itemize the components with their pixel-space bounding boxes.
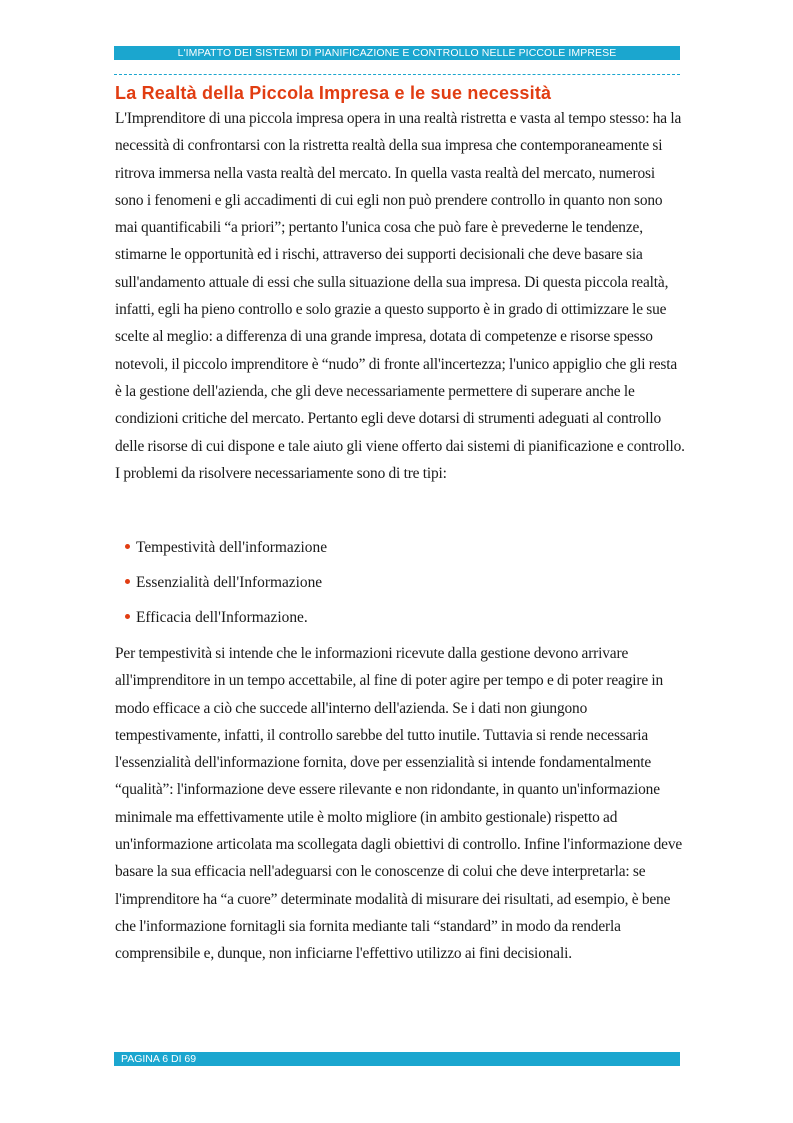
running-header bbox=[114, 46, 680, 60]
header-divider bbox=[114, 74, 680, 75]
problem-list bbox=[125, 534, 327, 639]
list-item-text: Efficacia dell'Informazione. bbox=[136, 609, 308, 626]
list-item bbox=[125, 534, 327, 569]
bullet-icon bbox=[125, 544, 130, 549]
section-title: La Realtà della Piccola Impresa e le sue necessità bbox=[115, 83, 552, 103]
paragraph-intro: L'Imprenditore di una piccola impresa opera in una realtà ristretta e vasta al tempo stesso: ha la necessità di confrontarsi con la ristretta realtà della sua impresa che contemporaneamente si ritrova immersa nella vasta realtà del mercato. In quella vasta realtà del mercato, numerosi sono i fenomeni e gli accadimenti di cui egli non può prendere controllo in quanto non sono mai quantificabili “a priori”; pertanto l'unica cosa che può fare è prevederne le tendenze, stimarne le opportunità ed i rischi, attraverso dei supporti decisionali che deve basare sia sull'andamento attuale di essi che sulla situazione della sua impresa. Di questa piccola realtà, infatti, egli ha pieno controllo e solo grazie a questo supporto è in grado di ottimizzare le sue scelte al meglio: a differenza di una grande impresa, dotata di competenze e risorse spesso notevoli, il piccolo imprenditore è “nudo” di fronte all'incertezza; l'unico appiglio che gli resta è la gestione dell'azienda, che gli deve necessariamente permettere di superare anche le condizioni critiche del mercato. Pertanto egli deve dotarsi di strumenti adeguati al controllo delle risorse di cui dispone e tale aiuto gli viene offerto dai sistemi di pianificazione e controllo. I problemi da risolvere necessariamente sono di tre tipi: bbox=[115, 110, 685, 482]
list-item-text: Tempestività dell'informazione bbox=[136, 539, 328, 556]
list-item bbox=[125, 604, 327, 639]
paragraph-explanation: Per tempestività si intende che le informazioni ricevute dalla gestione devono arrivare all'imprenditore in un tempo accettabile, al fine di poter agire per tempo e di poter reagire in modo efficace a ciò che succede all'interno dell'azienda. Se i dati non giungono tempestivamente, infatti, il controllo sarebbe del tutto inutile. Tuttavia si rende necessaria l'essenzialità dell'informazione fornita, dove per essenzialità si intende fondamentalmente “qualità”: l'informazione deve essere rilevante e non ridondante, in quanto un'informazione minimale ma effettivamente utile è molto migliore (in ambito gestionale) rispetto ad un'informazione articolata ma scollegata dagli obiettivi di controllo. Infine l'informazione deve basare la sua efficacia nell'adeguarsi con le conoscenze di colui che deve interpretarla: se l'imprenditore ha “a cuore” determinate modalità di misurare dei risultati, ad esempio, è bene che l'informazione fornitagli sia fornita mediante tali “standard” in modo da renderla comprensibile e, dunque, non inficiarne l'effettivo utilizzo ai fini decisionali. bbox=[115, 645, 683, 963]
page-number: PAGINA 6 DI 69 bbox=[121, 1053, 197, 1065]
list-item-text: Essenzialità dell'Informazione bbox=[136, 574, 323, 591]
page-footer bbox=[114, 1052, 680, 1066]
list-item bbox=[125, 569, 327, 604]
bullet-icon bbox=[125, 614, 130, 619]
bullet-icon bbox=[125, 579, 130, 584]
header-title: L'IMPATTO DEI SISTEMI DI PIANIFICAZIONE E CONTROLLO NELLE PICCOLE IMPRESE bbox=[177, 47, 617, 59]
